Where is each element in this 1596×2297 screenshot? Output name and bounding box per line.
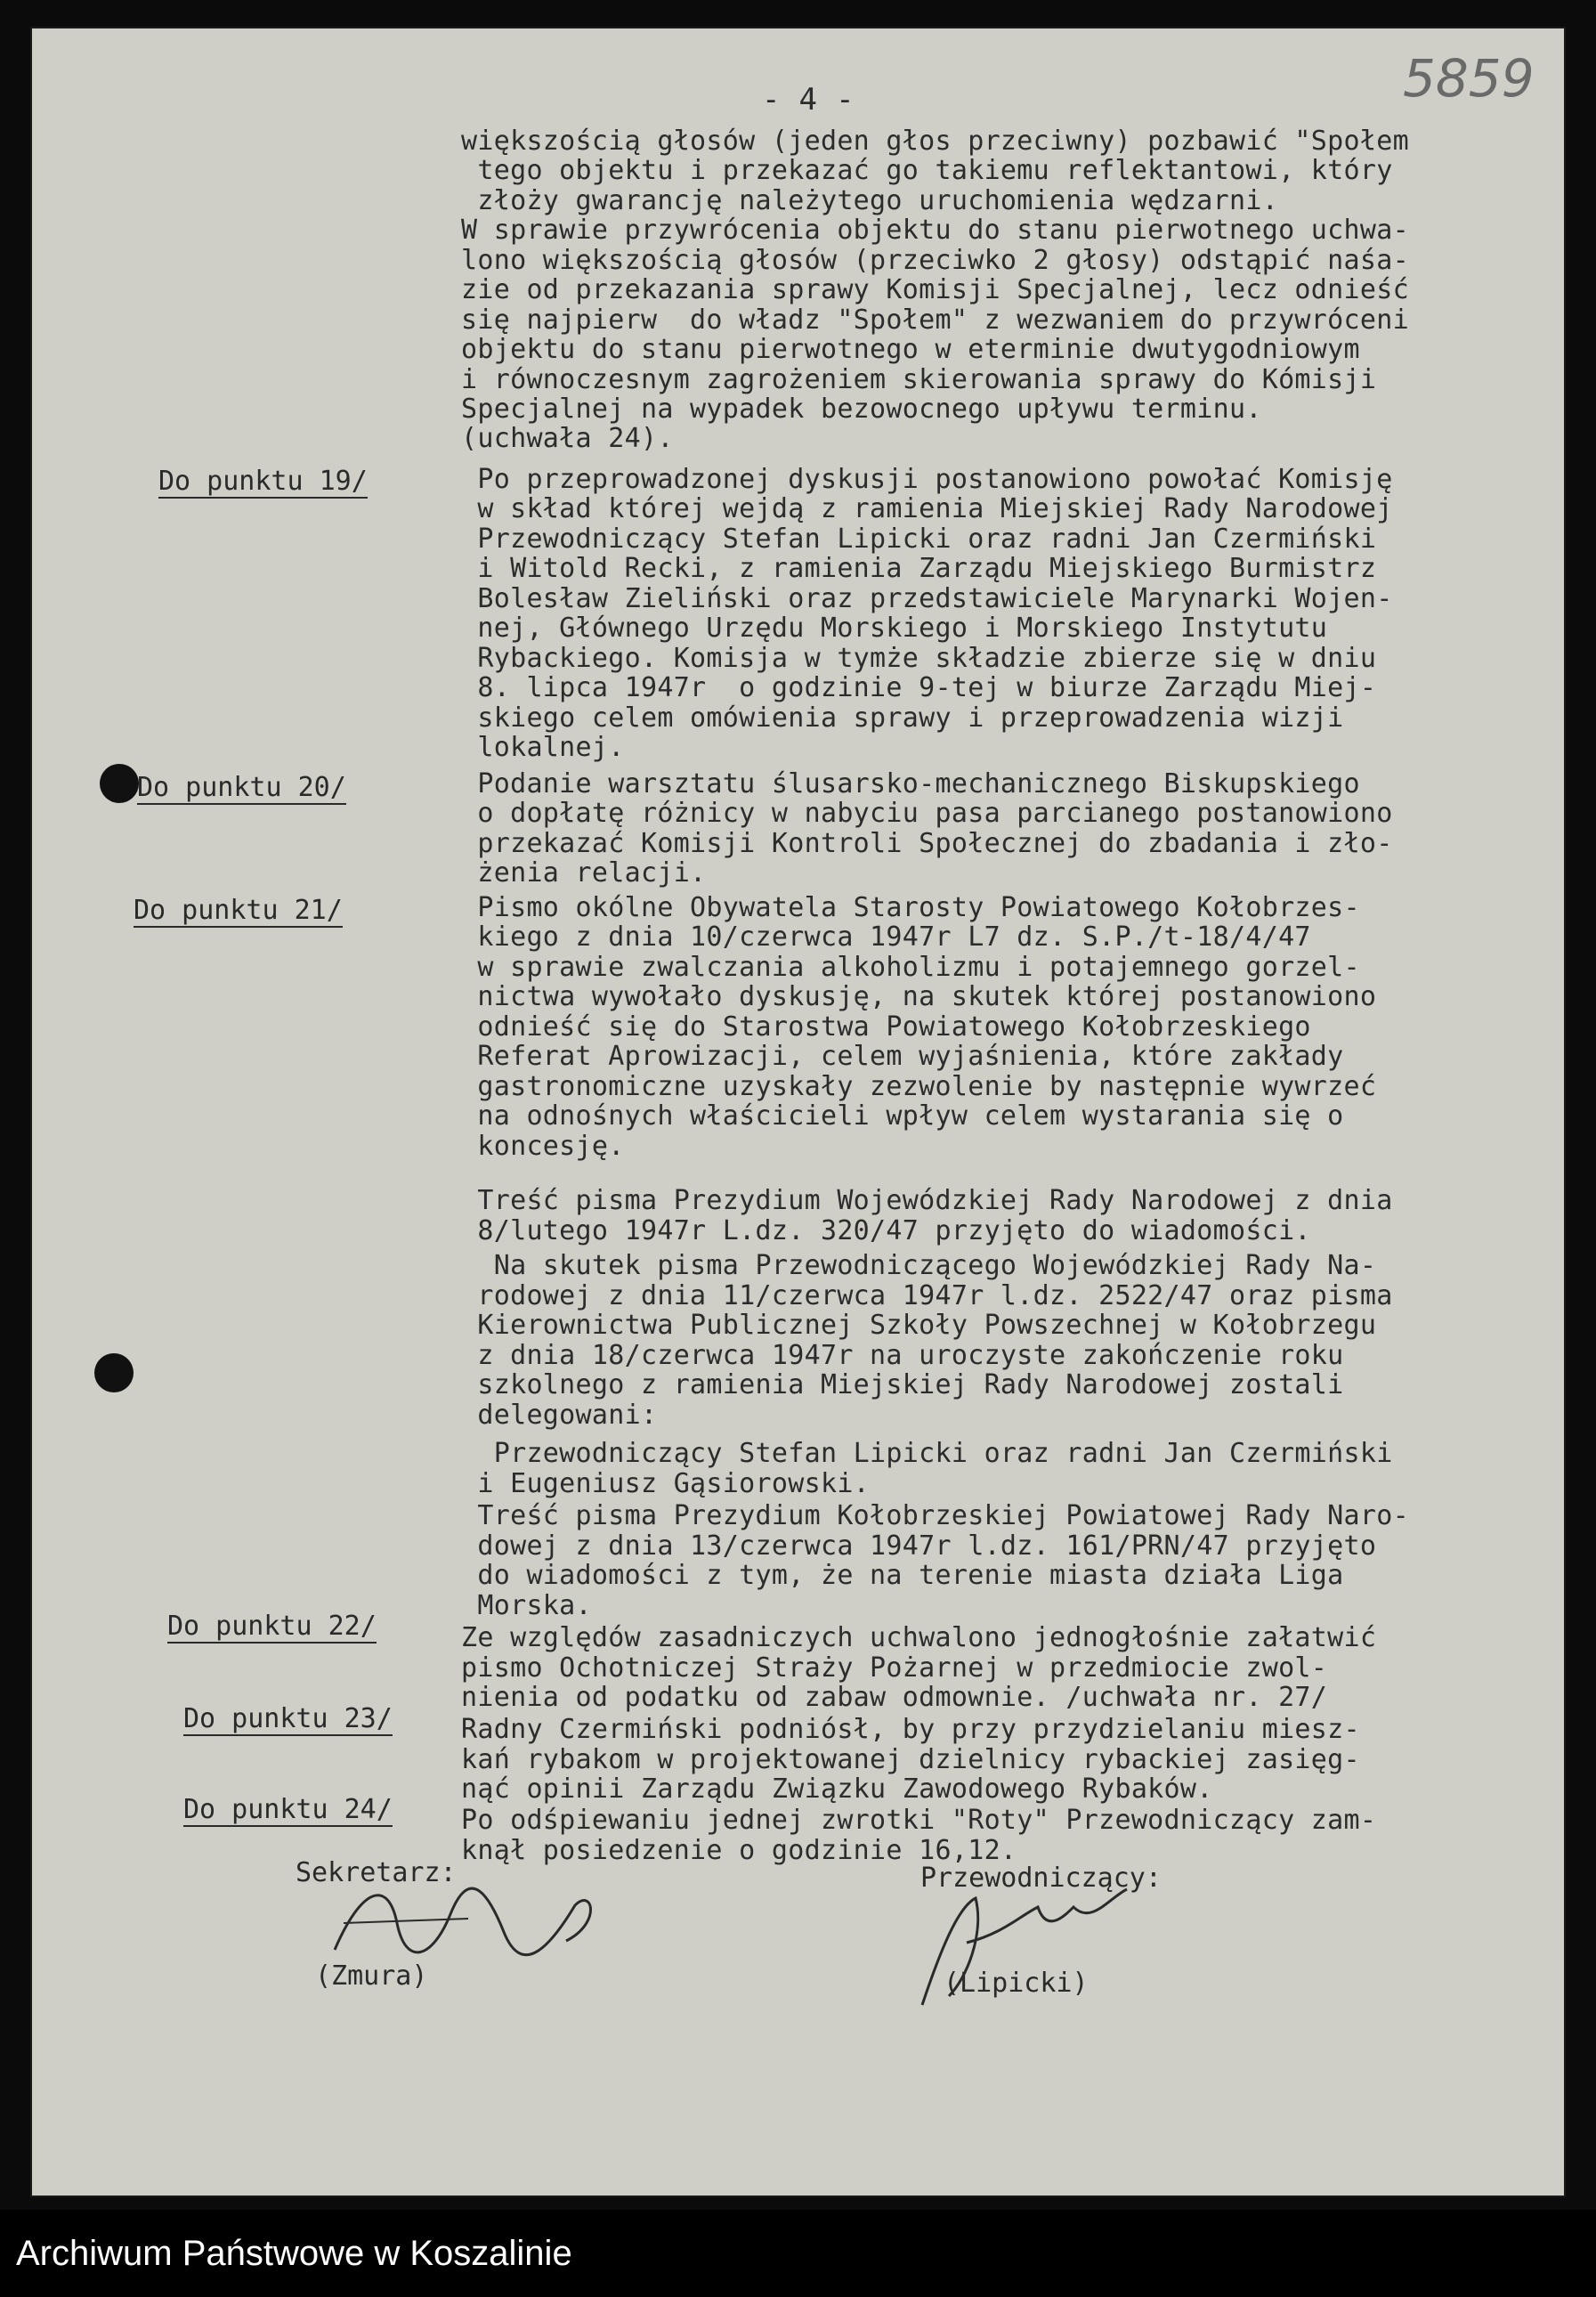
body-line: (uchwała 24).: [461, 423, 674, 454]
body-line: Podanie warsztatu ślusarsko-mechanicznego Biskupskiego: [461, 768, 1360, 799]
body-line: W sprawie przywrócenia objektu do stanu pierwotnego uchwa-: [461, 215, 1409, 246]
body-line: dowej z dnia 13/czerwca 1947r l.dz. 161/PRN/47 przyjęto: [461, 1530, 1377, 1562]
body-line: Po odśpiewaniu jednej zwrotki "Roty" Przewodniczący zam-: [461, 1805, 1377, 1836]
body-line: i równoczesnym zagrożeniem skierowania sprawy do Kómisji: [461, 364, 1377, 395]
body-line: lono większością głosów (przeciwko 2 głosy) odstąpić naśa-: [461, 245, 1409, 276]
body-line: Rybackiego. Komisja w tymże składzie zbierze się w dniu: [461, 643, 1377, 674]
body-line: rodowej z dnia 11/czerwca 1947r l.dz. 2522/47 oraz pisma: [461, 1280, 1393, 1311]
margin-label-point-22: Do punktu 22/: [167, 1611, 377, 1642]
margin-label-point-20: Do punktu 20/: [137, 772, 346, 803]
body-line: pismo Ochotniczej Straży Pożarnej w przedmiocie zwol-: [461, 1652, 1328, 1684]
margin-label-point-24: Do punktu 24/: [183, 1794, 393, 1825]
body-line: zie od przekazania sprawy Komisji Specjalnej, lecz odnieść: [461, 274, 1409, 305]
body-line: nienia od podatku od zabaw odmownie. /uchwała nr. 27/: [461, 1682, 1328, 1713]
body-line: nictwa wywołało dyskusję, na skutek której postanowiono: [461, 981, 1377, 1012]
body-line: kań rybakom w projektowanej dzielnicy rybackiej zasięg-: [461, 1744, 1360, 1775]
body-line: w skład której wejdą z ramienia Miejskiej Rady Narodowej: [461, 493, 1393, 524]
body-line: kiego z dnia 10/czerwca 1947r L7 dz. S.P./t-18/4/47: [461, 921, 1311, 953]
body-line: Ze względów zasadniczych uchwalono jednogłośnie załatwić: [461, 1622, 1377, 1653]
archive-stamp-number: 5859: [1403, 48, 1535, 109]
body-line: koncesję.: [461, 1131, 625, 1162]
body-line: Przewodniczący Stefan Lipicki oraz radni Jan Czermiński: [461, 1438, 1393, 1469]
body-line: Po przeprowadzonej dyskusji postanowiono powołać Komisję: [461, 464, 1393, 495]
body-line: do wiadomości z tym, że na terenie miasta działa Liga: [461, 1560, 1344, 1591]
secretary-name: (Zmura): [315, 1960, 428, 1992]
body-line: Pismo okólne Obywatela Starosty Powiatowego Kołobrzes-: [461, 892, 1360, 923]
body-line: żenia relacji.: [461, 857, 707, 889]
body-line: szkolnego z ramienia Miejskiej Rady Narodowej zostali: [461, 1369, 1344, 1400]
body-line: z dnia 18/czerwca 1947r na uroczyste zakończenie roku: [461, 1340, 1344, 1371]
body-line: przekazać Komisji Kontroli Społecznej do zbadania i zło-: [461, 828, 1393, 859]
margin-label-point-21: Do punktu 21/: [134, 895, 343, 926]
body-line: nąć opinii Zarządu Związku Zawodowego Rybaków.: [461, 1773, 1213, 1805]
body-line: Radny Czermiński podniósł, by przy przydzielaniu miesz-: [461, 1714, 1360, 1745]
document-sheet: [30, 27, 1566, 2197]
body-line: objektu do stanu pierwotnego w eterminie dwutygodniowym: [461, 334, 1360, 365]
body-line: skiego celem omówienia sprawy i przeprowadzenia wizji: [461, 702, 1344, 734]
body-line: Treść pisma Prezydium Kołobrzeskiej Powiatowej Rady Naro-: [461, 1500, 1409, 1531]
body-line: Kierownictwa Publicznej Szkoły Powszechnej w Kołobrzegu: [461, 1310, 1377, 1341]
body-line: Specjalnej na wypadek bezowocnego upływu terminu.: [461, 394, 1262, 425]
body-line: odnieść się do Starostwa Powiatowego Kołobrzeskiego: [461, 1011, 1311, 1043]
punch-hole-upper: [100, 764, 139, 803]
body-line: Bolesław Zieliński oraz przedstawiciele Marynarki Wojen-: [461, 583, 1393, 614]
body-line: gastronomiczne uzyskały zezwolenie by następnie wywrzeć: [461, 1071, 1377, 1102]
body-line: 8. lipca 1947r o godzinie 9-tej w biurze Zarządu Miej-: [461, 672, 1377, 703]
body-line: się najpierw do władz "Społem" z wezwaniem do przywróceni: [461, 304, 1409, 336]
body-line: Morska.: [461, 1590, 592, 1621]
page-number: - 4 -: [762, 82, 855, 118]
body-line: większością głosów (jeden głos przeciwny) pozbawić "Społem: [461, 126, 1409, 157]
body-line: Przewodniczący Stefan Lipicki oraz radni Jan Czermiński: [461, 524, 1377, 555]
body-line: lokalnej.: [461, 732, 625, 763]
body-line: tego objektu i przekazać go takiemu reflektantowi, który: [461, 155, 1393, 186]
secretary-title: Sekretarz:: [296, 1857, 457, 1888]
punch-hole-lower: [94, 1353, 134, 1392]
margin-label-point-23: Do punktu 23/: [183, 1703, 393, 1734]
chairman-title: Przewodniczący:: [920, 1863, 1162, 1894]
body-line: na odnośnych właścicieli wpływ celem wystarania się o: [461, 1100, 1344, 1132]
body-line: delegowani:: [461, 1400, 658, 1431]
body-line: o dopłatę różnicy w nabyciu pasa parcianego postanowiono: [461, 798, 1393, 829]
margin-label-point-19: Do punktu 19/: [158, 466, 368, 497]
body-line: Referat Aprowizacji, celem wyjaśnienia, które zakłady: [461, 1041, 1344, 1072]
body-line: Na skutek pisma Przewodniczącego Wojewódzkiej Rady Na-: [461, 1250, 1377, 1281]
body-line: złoży gwarancję należytego uruchomienia wędzarni.: [461, 185, 1279, 216]
body-line: Treść pisma Prezydium Wojewódzkiej Rady Narodowej z dnia: [461, 1185, 1393, 1216]
body-line: 8/lutego 1947r L.dz. 320/47 przyjęto do wiadomości.: [461, 1215, 1311, 1246]
body-line: i Witold Recki, z ramienia Zarządu Miejskiego Burmistrz: [461, 553, 1377, 584]
archive-footer: Archiwum Państwowe w Koszalinie: [0, 2210, 1596, 2297]
body-line: nej, Głównego Urzędu Morskiego i Morskiego Instytutu: [461, 613, 1328, 644]
body-line: i Eugeniusz Gąsiorowski.: [461, 1468, 871, 1499]
chairman-name: (Lipicki): [944, 1968, 1089, 1999]
body-line: knął posiedzenie o godzinie 16,12.: [461, 1835, 1017, 1866]
body-line: w sprawie zwalczania alkoholizmu i potajemnego gorzel-: [461, 952, 1360, 983]
